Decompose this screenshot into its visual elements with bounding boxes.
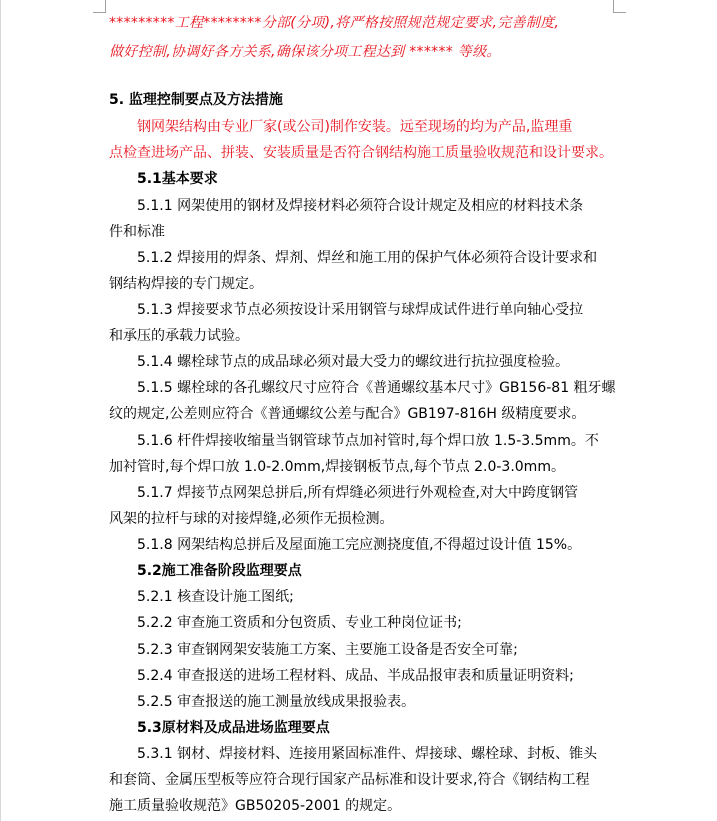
section-5-red-line-1: 钢网架结构由专业厂家(或公司)制作安装。远至现场的均为产品,监理重 [137,119,573,135]
item-5-1-1-line-2: 件和标准 [109,224,165,240]
intro-line-2: 做好控制,协调好各方关系,确保该分项工程达到 ****** 等级。 [109,44,501,60]
section-5-heading: 5. 监理控制要点及方法措施 [109,92,283,108]
item-5-1-1-line-1: 5.1.1 网架使用的钢材及焊接材料必须符合设计规定及相应的材料技术条 [137,198,584,214]
item-5-2-3: 5.2.3 审查钢网架安装施工方案、主要施工设备是否安全可靠; [137,642,518,658]
item-5-1-7-line-1: 5.1.7 焊接节点网架总拼后,所有焊缝必须进行外观检查,对大中跨度钢管 [137,485,578,501]
item-5-1-6-line-2: 加衬管时,每个焊口放 1.0-2.0mm,焊接钢板节点,每个节点 2.0-3.0mm。 [109,459,565,475]
item-5-1-5-line-2: 纹的规定,公差则应符合《普通螺纹公差与配合》GB197-816H 级精度要求。 [109,406,586,422]
item-5-1-2-line-2: 钢结构焊接的专门规定。 [109,276,263,292]
page-corner-mark-left [93,0,106,13]
subsection-5-2-heading: 5.2施工准备阶段监理要点 [137,563,302,579]
subsection-5-3-heading: 5.3原材料及成品进场监理要点 [137,720,330,736]
item-5-3-1-line-1: 5.3.1 钢材、焊接材料、连接用紧固标准件、焊接球、螺栓球、封板、锥头 [137,746,598,762]
item-5-1-3-line-2: 和承压的承载力试验。 [109,328,249,344]
item-5-1-3-line-1: 5.1.3 焊接要求节点必须按设计采用钢管与球焊成试件进行单向轴心受拉 [137,302,584,318]
page-corner-mark-right [613,0,626,13]
item-5-1-2-line-1: 5.1.2 焊接用的焊条、焊剂、焊丝和施工用的保护气体必须符合设计要求和 [137,250,598,266]
item-5-3-1-line-3: 施工质量验收规范》GB50205-2001 的规定。 [109,798,402,814]
item-5-2-5: 5.2.5 审查报送的施工测量放线成果报验表。 [137,694,416,710]
section-5-red-line-2: 点检查进场产品、拼装、安装质量是否符合钢结构施工质量验收规范和设计要求。 [109,145,613,161]
item-5-1-7-line-2: 风架的拉杆与球的对接焊缝,必须作无损检测。 [109,511,394,527]
subsection-5-1-heading: 5.1基本要求 [137,171,218,187]
item-5-1-5-line-1: 5.1.5 螺栓球的各孔螺纹尺寸应符合《普通螺纹基本尺寸》GB156-81 粗牙螺 [137,380,616,396]
item-5-3-1-line-2: 和套筒、金属压型板等应符合现行国家产品标准和设计要求,符合《钢结构工程 [109,772,590,788]
intro-line-1: *********工程********分部(分项),将严格按照规范规定要求,完善制度, [109,15,560,31]
item-5-2-1: 5.2.1 核查设计施工图纸; [137,589,294,605]
item-5-1-8: 5.1.8 网架结构总拼后及屋面施工完应测挠度值,不得超过设计值 15%。 [137,537,582,553]
item-5-1-4: 5.1.4 螺栓球节点的成品球必须对最大受力的螺纹进行抗拉强度检验。 [137,354,570,370]
item-5-1-6-line-1: 5.1.6 杆件焊接收缩量当钢管球节点加衬管时,每个焊口放 1.5-3.5mm。不 [137,433,599,449]
item-5-2-4: 5.2.4 审查报送的进场工程材料、成品、半成品报审表和质量证明资料; [137,668,574,684]
item-5-2-2: 5.2.2 审查施工资质和分包资质、专业工种岗位证书; [137,615,462,631]
